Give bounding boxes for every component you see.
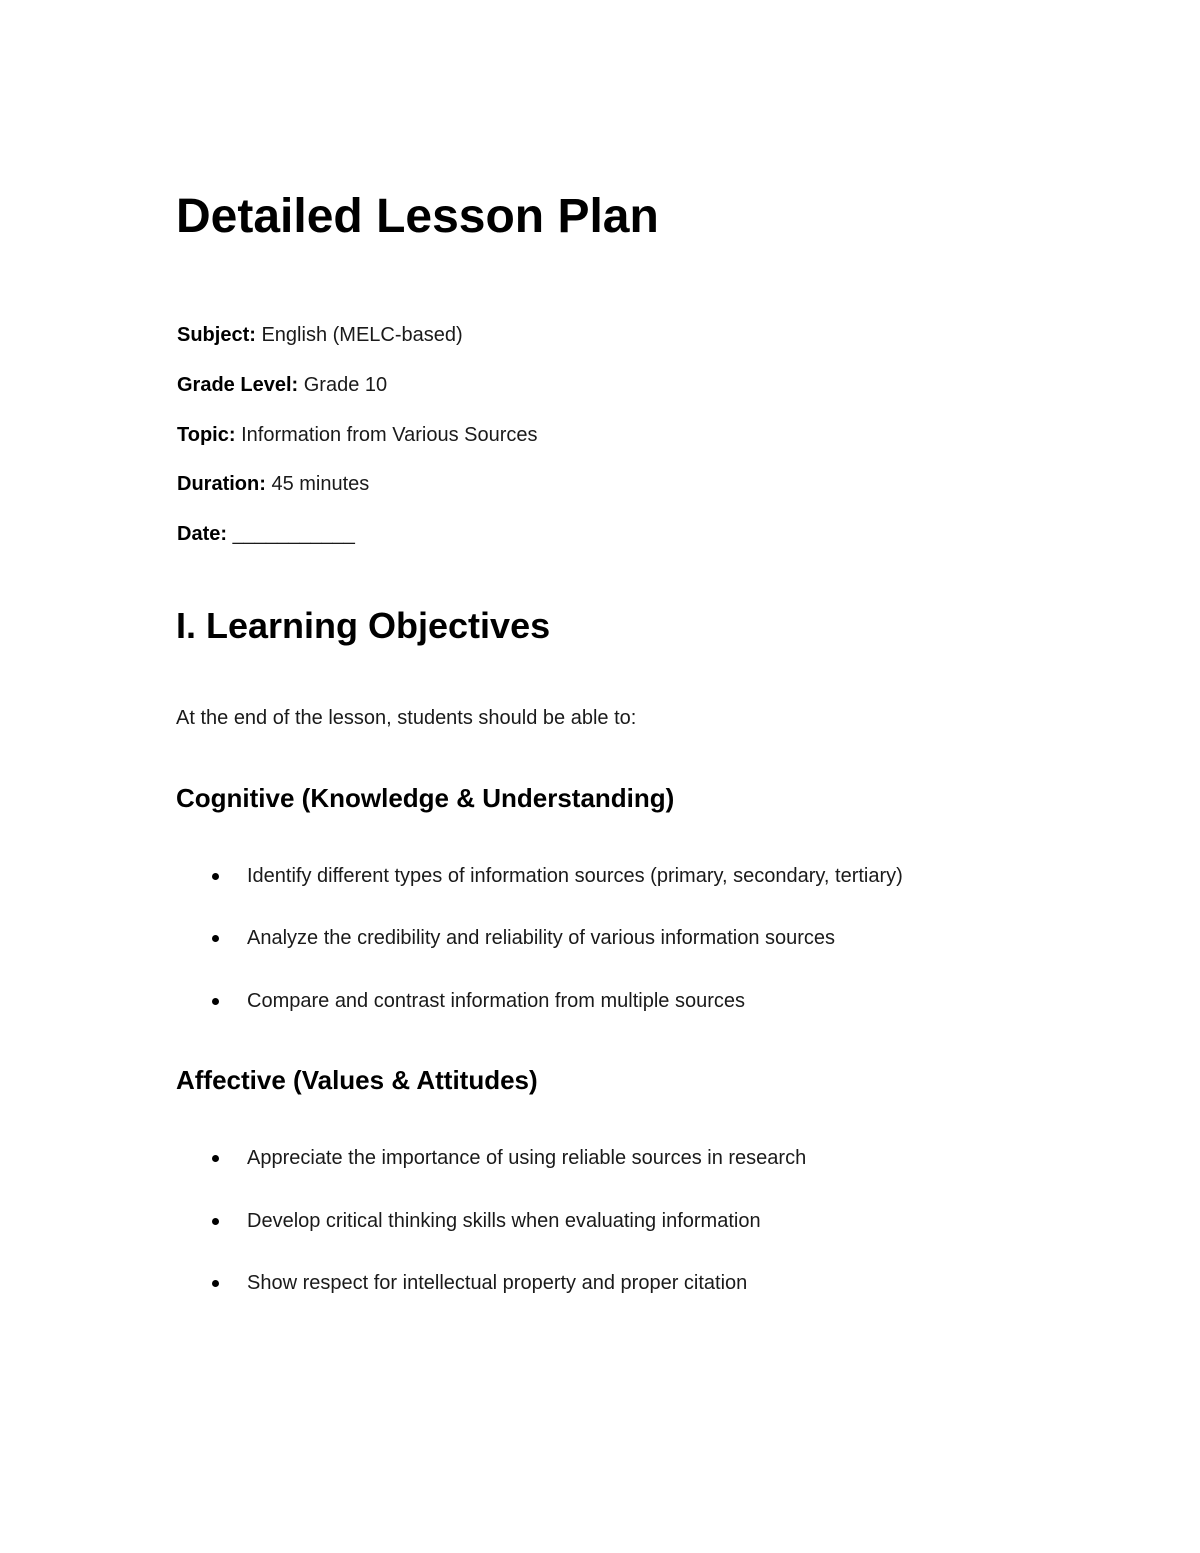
bullet-icon <box>212 1218 219 1225</box>
objectives-intro: At the end of the lesson, students should be able to: <box>176 707 637 729</box>
document-title: Detailed Lesson Plan <box>176 190 659 243</box>
grade-level-value: Grade 10 <box>303 374 388 396</box>
topic-value: Information from Various Sources <box>241 424 538 446</box>
learning-objectives-heading: I. Learning Objectives <box>176 605 551 646</box>
duration-line <box>177 472 369 496</box>
grade-level-line <box>177 373 387 397</box>
bullet-icon <box>212 1155 219 1162</box>
date-line <box>177 522 355 546</box>
list-item-text: Appreciate the importance of using reliable sources in research <box>247 1147 807 1169</box>
affective-heading: Affective (Values & Attitudes) <box>176 1065 538 1095</box>
bullet-icon <box>212 873 219 880</box>
subject-line <box>177 323 463 347</box>
duration-label: Duration: <box>177 473 266 495</box>
list-item-text: Analyze the credibility and reliability of various information sources <box>247 927 836 949</box>
bullet-icon <box>212 998 219 1005</box>
topic-label: Topic: <box>177 424 236 446</box>
grade-level-label: Grade Level: <box>177 374 299 396</box>
list-item-text: Show respect for intellectual property and proper citation <box>247 1272 748 1294</box>
bullet-icon <box>212 935 219 942</box>
list-item-text: Compare and contrast information from multiple sources <box>247 990 745 1012</box>
date-value: ___________ <box>232 523 355 545</box>
topic-line <box>177 423 538 447</box>
subject-value: English (MELC-based) <box>261 324 463 346</box>
duration-value: 45 minutes <box>271 473 370 495</box>
bullet-icon <box>212 1280 219 1287</box>
cognitive-heading: Cognitive (Knowledge & Understanding) <box>176 783 675 813</box>
date-label: Date: <box>177 523 228 545</box>
list-item-text: Identify different types of information sources (primary, secondary, tertiary) <box>247 865 903 887</box>
list-item-text: Develop critical thinking skills when evaluating information <box>247 1210 761 1232</box>
subject-label: Subject: <box>177 324 256 346</box>
